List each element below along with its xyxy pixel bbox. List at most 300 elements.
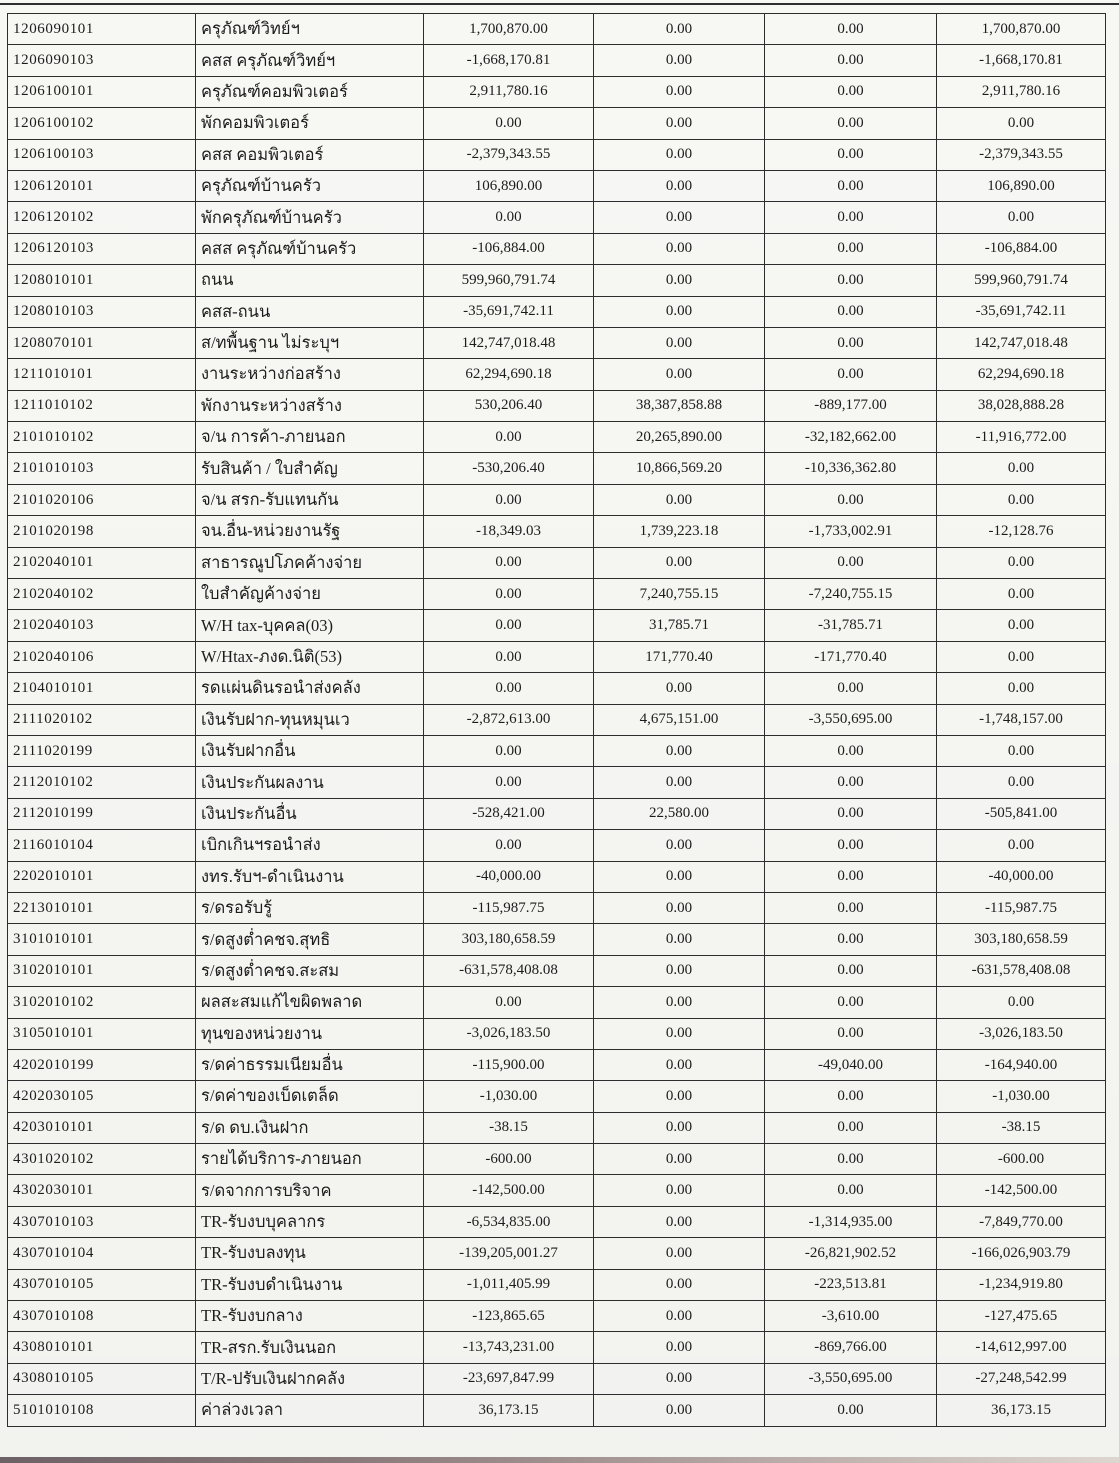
amount-cell-3: -3,550,695.00 <box>765 704 937 735</box>
account-code-cell: 1206100102 <box>8 108 196 139</box>
account-name-cell: ร/ดสูงต่ำคชจ.สุทธิ <box>196 924 424 955</box>
table-row <box>8 233 1106 264</box>
amount-cell-4: -7,849,770.00 <box>937 1206 1106 1237</box>
amount-cell-1: 142,747,018.48 <box>424 327 594 358</box>
table-row <box>8 767 1106 798</box>
account-code-cell: 1206090103 <box>8 45 196 76</box>
account-code-cell: 4203010101 <box>8 1112 196 1143</box>
amount-cell-4: 36,173.15 <box>937 1395 1106 1426</box>
account-name-cell: จ/น การค้า-ภายนอก <box>196 422 424 453</box>
account-balance-table <box>7 13 1106 1427</box>
account-code-cell: 1208070101 <box>8 327 196 358</box>
account-name-cell: จ/น สรก-รับแทนกัน <box>196 484 424 515</box>
account-code-cell: 2101020106 <box>8 484 196 515</box>
amount-cell-2: 0.00 <box>594 955 765 986</box>
amount-cell-3: 0.00 <box>765 170 937 201</box>
amount-cell-2: 0.00 <box>594 1112 765 1143</box>
amount-cell-3: 0.00 <box>765 798 937 829</box>
account-name-cell: รายได้บริการ-ภายนอก <box>196 1144 424 1175</box>
table-row <box>8 1049 1106 1080</box>
amount-cell-4: -166,026,903.79 <box>937 1238 1106 1269</box>
amount-cell-2: 0.00 <box>594 202 765 233</box>
account-name-cell: ค่าล่วงเวลา <box>196 1395 424 1426</box>
account-code-cell: 5101010108 <box>8 1395 196 1426</box>
account-code-cell: 4308010105 <box>8 1363 196 1394</box>
amount-cell-3: 0.00 <box>765 547 937 578</box>
amount-cell-3: 0.00 <box>765 861 937 892</box>
amount-cell-2: 0.00 <box>594 76 765 107</box>
amount-cell-4: -631,578,408.08 <box>937 955 1106 986</box>
account-name-cell: สาธารณูปโภคค้างจ่าย <box>196 547 424 578</box>
account-name-cell: เงินรับฝากอื่น <box>196 735 424 766</box>
amount-cell-2: 0.00 <box>594 170 765 201</box>
amount-cell-2: 7,240,755.15 <box>594 579 765 610</box>
amount-cell-2: 1,739,223.18 <box>594 516 765 547</box>
amount-cell-4: 1,700,870.00 <box>937 14 1106 45</box>
amount-cell-1: -123,865.65 <box>424 1301 594 1332</box>
amount-cell-4: 0.00 <box>937 484 1106 515</box>
amount-cell-2: 0.00 <box>594 265 765 296</box>
account-code-cell: 2101010102 <box>8 422 196 453</box>
amount-cell-1: -6,534,835.00 <box>424 1206 594 1237</box>
amount-cell-3: 0.00 <box>765 202 937 233</box>
amount-cell-3: 0.00 <box>765 673 937 704</box>
table-row <box>8 704 1106 735</box>
table-row <box>8 14 1106 45</box>
amount-cell-2: 0.00 <box>594 1144 765 1175</box>
account-code-cell: 2111020102 <box>8 704 196 735</box>
table-row <box>8 1363 1106 1394</box>
account-name-cell: ผลสะสมแก้ไขผิดพลาด <box>196 987 424 1018</box>
account-balance-table-body <box>8 14 1106 1427</box>
amount-cell-4: 0.00 <box>937 641 1106 672</box>
amount-cell-4: 62,294,690.18 <box>937 359 1106 390</box>
amount-cell-1: 0.00 <box>424 547 594 578</box>
account-code-cell: 1206120101 <box>8 170 196 201</box>
amount-cell-3: 0.00 <box>765 767 937 798</box>
account-code-cell: 2111020199 <box>8 735 196 766</box>
account-name-cell: พักงานระหว่างสร้าง <box>196 390 424 421</box>
amount-cell-1: -528,421.00 <box>424 798 594 829</box>
amount-cell-1: -115,900.00 <box>424 1049 594 1080</box>
amount-cell-3: 0.00 <box>765 1018 937 1049</box>
account-name-cell: คสส ครุภัณฑ์บ้านครัว <box>196 233 424 264</box>
amount-cell-2: 10,866,569.20 <box>594 453 765 484</box>
table-row <box>8 390 1106 421</box>
amount-cell-2: 0.00 <box>594 987 765 1018</box>
amount-cell-2: 0.00 <box>594 45 765 76</box>
page-divider-line <box>0 3 1119 5</box>
amount-cell-1: -3,026,183.50 <box>424 1018 594 1049</box>
account-name-cell: TR-รับงบกลาง <box>196 1301 424 1332</box>
amount-cell-1: -631,578,408.08 <box>424 955 594 986</box>
amount-cell-2: 0.00 <box>594 1206 765 1237</box>
table-row <box>8 798 1106 829</box>
table-row <box>8 76 1106 107</box>
account-code-cell: 2101010103 <box>8 453 196 484</box>
amount-cell-1: 0.00 <box>424 202 594 233</box>
amount-cell-3: 0.00 <box>765 1395 937 1426</box>
account-name-cell: คสส คอมพิวเตอร์ <box>196 139 424 170</box>
amount-cell-2: 0.00 <box>594 1363 765 1394</box>
table-row <box>8 327 1106 358</box>
amount-cell-1: 303,180,658.59 <box>424 924 594 955</box>
table-row <box>8 1081 1106 1112</box>
table-row <box>8 1175 1106 1206</box>
amount-cell-2: 0.00 <box>594 296 765 327</box>
amount-cell-1: 0.00 <box>424 735 594 766</box>
account-code-cell: 1206090101 <box>8 14 196 45</box>
amount-cell-2: 0.00 <box>594 108 765 139</box>
amount-cell-2: 0.00 <box>594 327 765 358</box>
scan-edge-artifact <box>0 1457 1119 1463</box>
amount-cell-3: 0.00 <box>765 1112 937 1143</box>
amount-cell-1: 0.00 <box>424 987 594 1018</box>
account-code-cell: 4202030105 <box>8 1081 196 1112</box>
amount-cell-3: 0.00 <box>765 359 937 390</box>
amount-cell-3: -1,733,002.91 <box>765 516 937 547</box>
amount-cell-3: 0.00 <box>765 1081 937 1112</box>
amount-cell-1: -23,697,847.99 <box>424 1363 594 1394</box>
amount-cell-1: -106,884.00 <box>424 233 594 264</box>
account-name-cell: พักครุภัณฑ์บ้านครัว <box>196 202 424 233</box>
amount-cell-1: 36,173.15 <box>424 1395 594 1426</box>
amount-cell-2: 38,387,858.88 <box>594 390 765 421</box>
account-name-cell: เงินประกันอื่น <box>196 798 424 829</box>
account-code-cell: 1206100103 <box>8 139 196 170</box>
account-name-cell: ครุภัณฑ์คอมพิวเตอร์ <box>196 76 424 107</box>
account-code-cell: 1206100101 <box>8 76 196 107</box>
amount-cell-3: 0.00 <box>765 233 937 264</box>
amount-cell-1: 0.00 <box>424 579 594 610</box>
amount-cell-4: 106,890.00 <box>937 170 1106 201</box>
account-name-cell: คสส ครุภัณฑ์วิทย์ฯ <box>196 45 424 76</box>
account-name-cell: ร/ด ดบ.เงินฝาก <box>196 1112 424 1143</box>
amount-cell-3: 0.00 <box>765 327 937 358</box>
table-row <box>8 1018 1106 1049</box>
amount-cell-2: 0.00 <box>594 1301 765 1332</box>
amount-cell-4: 142,747,018.48 <box>937 327 1106 358</box>
amount-cell-2: 0.00 <box>594 1238 765 1269</box>
account-name-cell: T/R-ปรับเงินฝากคลัง <box>196 1363 424 1394</box>
amount-cell-2: 0.00 <box>594 767 765 798</box>
amount-cell-4: -12,128.76 <box>937 516 1106 547</box>
account-code-cell: 3101010101 <box>8 924 196 955</box>
amount-cell-1: 62,294,690.18 <box>424 359 594 390</box>
amount-cell-1: 0.00 <box>424 641 594 672</box>
amount-cell-4: 2,911,780.16 <box>937 76 1106 107</box>
amount-cell-1: 599,960,791.74 <box>424 265 594 296</box>
amount-cell-2: 0.00 <box>594 830 765 861</box>
amount-cell-1: -40,000.00 <box>424 861 594 892</box>
amount-cell-2: 31,785.71 <box>594 610 765 641</box>
account-name-cell: ทุนของหน่วยงาน <box>196 1018 424 1049</box>
amount-cell-1: 0.00 <box>424 673 594 704</box>
amount-cell-1: -2,872,613.00 <box>424 704 594 735</box>
account-name-cell: ร/ดรอรับรู้ <box>196 892 424 923</box>
account-code-cell: 2102040103 <box>8 610 196 641</box>
amount-cell-3: -171,770.40 <box>765 641 937 672</box>
account-code-cell: 4301020102 <box>8 1144 196 1175</box>
amount-cell-3: -3,610.00 <box>765 1301 937 1332</box>
account-name-cell: ใบสำคัญค้างจ่าย <box>196 579 424 610</box>
table-row <box>8 1112 1106 1143</box>
amount-cell-1: -139,205,001.27 <box>424 1238 594 1269</box>
amount-cell-4: 0.00 <box>937 673 1106 704</box>
amount-cell-4: 0.00 <box>937 610 1106 641</box>
amount-cell-1: -1,011,405.99 <box>424 1269 594 1300</box>
amount-cell-3: -31,785.71 <box>765 610 937 641</box>
amount-cell-2: 0.00 <box>594 359 765 390</box>
table-row <box>8 579 1106 610</box>
amount-cell-3: 0.00 <box>765 139 937 170</box>
account-name-cell: W/Htax-ภงด.นิติ(53) <box>196 641 424 672</box>
amount-cell-3: -49,040.00 <box>765 1049 937 1080</box>
account-name-cell: ร/ดค่าธรรมเนียมอื่น <box>196 1049 424 1080</box>
amount-cell-3: -3,550,695.00 <box>765 1363 937 1394</box>
account-name-cell: คสส-ถนน <box>196 296 424 327</box>
table-row <box>8 924 1106 955</box>
account-code-cell: 4307010104 <box>8 1238 196 1269</box>
account-name-cell: ถนน <box>196 265 424 296</box>
table-row <box>8 735 1106 766</box>
amount-cell-2: 0.00 <box>594 1081 765 1112</box>
account-code-cell: 4302030101 <box>8 1175 196 1206</box>
amount-cell-4: -106,884.00 <box>937 233 1106 264</box>
table-row <box>8 265 1106 296</box>
account-name-cell: พักคอมพิวเตอร์ <box>196 108 424 139</box>
amount-cell-4: -115,987.75 <box>937 892 1106 923</box>
amount-cell-1: -1,030.00 <box>424 1081 594 1112</box>
amount-cell-4: 0.00 <box>937 830 1106 861</box>
amount-cell-1: 0.00 <box>424 108 594 139</box>
amount-cell-3: 0.00 <box>765 76 937 107</box>
amount-cell-1: 0.00 <box>424 830 594 861</box>
account-name-cell: W/H tax-บุคคล(03) <box>196 610 424 641</box>
amount-cell-4: -600.00 <box>937 1144 1106 1175</box>
account-code-cell: 1206120103 <box>8 233 196 264</box>
account-name-cell: รดแผ่นดินรอนำส่งคลัง <box>196 673 424 704</box>
amount-cell-4: -1,668,170.81 <box>937 45 1106 76</box>
amount-cell-2: 0.00 <box>594 1395 765 1426</box>
account-code-cell: 2116010104 <box>8 830 196 861</box>
amount-cell-4: -127,475.65 <box>937 1301 1106 1332</box>
table-row <box>8 1206 1106 1237</box>
account-code-cell: 1206120102 <box>8 202 196 233</box>
amount-cell-4: 0.00 <box>937 453 1106 484</box>
amount-cell-1: -600.00 <box>424 1144 594 1175</box>
amount-cell-4: 38,028,888.28 <box>937 390 1106 421</box>
amount-cell-4: -2,379,343.55 <box>937 139 1106 170</box>
amount-cell-3: 0.00 <box>765 892 937 923</box>
amount-cell-1: 106,890.00 <box>424 170 594 201</box>
amount-cell-4: 0.00 <box>937 987 1106 1018</box>
amount-cell-3: -32,182,662.00 <box>765 422 937 453</box>
account-code-cell: 4307010108 <box>8 1301 196 1332</box>
amount-cell-2: 0.00 <box>594 1269 765 1300</box>
account-code-cell: 1211010102 <box>8 390 196 421</box>
amount-cell-2: 0.00 <box>594 861 765 892</box>
account-name-cell: เงินประกันผลงาน <box>196 767 424 798</box>
account-name-cell: ส/ทพื้นฐาน ไม่ระบุฯ <box>196 327 424 358</box>
amount-cell-4: -11,916,772.00 <box>937 422 1106 453</box>
table-row <box>8 202 1106 233</box>
amount-cell-4: -505,841.00 <box>937 798 1106 829</box>
amount-cell-2: 0.00 <box>594 1175 765 1206</box>
amount-cell-2: 0.00 <box>594 139 765 170</box>
account-name-cell: รับสินค้า / ใบสำคัญ <box>196 453 424 484</box>
amount-cell-4: -38.15 <box>937 1112 1106 1143</box>
amount-cell-4: 599,960,791.74 <box>937 265 1106 296</box>
amount-cell-1: 0.00 <box>424 767 594 798</box>
amount-cell-3: 0.00 <box>765 14 937 45</box>
amount-cell-3: -1,314,935.00 <box>765 1206 937 1237</box>
amount-cell-4: 303,180,658.59 <box>937 924 1106 955</box>
amount-cell-2: 0.00 <box>594 1332 765 1363</box>
table-row <box>8 641 1106 672</box>
amount-cell-1: 0.00 <box>424 422 594 453</box>
amount-cell-3: 0.00 <box>765 484 937 515</box>
amount-cell-2: 171,770.40 <box>594 641 765 672</box>
amount-cell-4: -40,000.00 <box>937 861 1106 892</box>
amount-cell-3: -26,821,902.52 <box>765 1238 937 1269</box>
account-code-cell: 2202010101 <box>8 861 196 892</box>
account-name-cell: ครุภัณฑ์บ้านครัว <box>196 170 424 201</box>
account-code-cell: 2102040106 <box>8 641 196 672</box>
table-row <box>8 1238 1106 1269</box>
table-row <box>8 359 1106 390</box>
amount-cell-2: 4,675,151.00 <box>594 704 765 735</box>
amount-cell-1: 1,700,870.00 <box>424 14 594 45</box>
amount-cell-4: 0.00 <box>937 202 1106 233</box>
account-code-cell: 1208010103 <box>8 296 196 327</box>
amount-cell-2: 0.00 <box>594 673 765 704</box>
account-code-cell: 2112010102 <box>8 767 196 798</box>
table-row <box>8 516 1106 547</box>
table-row <box>8 987 1106 1018</box>
account-code-cell: 2102040102 <box>8 579 196 610</box>
amount-cell-3: -869,766.00 <box>765 1332 937 1363</box>
amount-cell-1: -18,349.03 <box>424 516 594 547</box>
amount-cell-1: -530,206.40 <box>424 453 594 484</box>
account-name-cell: TR-รับงบลงทุน <box>196 1238 424 1269</box>
amount-cell-3: 0.00 <box>765 987 937 1018</box>
account-code-cell: 2101020198 <box>8 516 196 547</box>
amount-cell-4: 0.00 <box>937 108 1106 139</box>
account-code-cell: 3102010101 <box>8 955 196 986</box>
amount-cell-2: 0.00 <box>594 924 765 955</box>
table-row <box>8 1269 1106 1300</box>
amount-cell-1: -35,691,742.11 <box>424 296 594 327</box>
account-name-cell: ร/ดจากการบริจาค <box>196 1175 424 1206</box>
amount-cell-4: -3,026,183.50 <box>937 1018 1106 1049</box>
amount-cell-2: 0.00 <box>594 1018 765 1049</box>
table-row <box>8 547 1106 578</box>
amount-cell-4: -1,234,919.80 <box>937 1269 1106 1300</box>
account-code-cell: 3102010102 <box>8 987 196 1018</box>
table-row <box>8 610 1106 641</box>
account-name-cell: ครุภัณฑ์วิทย์ฯ <box>196 14 424 45</box>
account-code-cell: 4202010199 <box>8 1049 196 1080</box>
table-row <box>8 1144 1106 1175</box>
account-code-cell: 2104010101 <box>8 673 196 704</box>
account-name-cell: งทร.รับฯ-ดำเนินงาน <box>196 861 424 892</box>
account-name-cell: เงินรับฝาก-ทุนหมุนเว <box>196 704 424 735</box>
amount-cell-3: 0.00 <box>765 955 937 986</box>
table-row <box>8 170 1106 201</box>
amount-cell-1: -2,379,343.55 <box>424 139 594 170</box>
account-code-cell: 4307010103 <box>8 1206 196 1237</box>
amount-cell-2: 20,265,890.00 <box>594 422 765 453</box>
amount-cell-1: 0.00 <box>424 484 594 515</box>
amount-cell-3: 0.00 <box>765 735 937 766</box>
amount-cell-3: 0.00 <box>765 108 937 139</box>
amount-cell-3: 0.00 <box>765 1175 937 1206</box>
table-row <box>8 955 1106 986</box>
amount-cell-4: -142,500.00 <box>937 1175 1106 1206</box>
amount-cell-2: 0.00 <box>594 892 765 923</box>
amount-cell-3: 0.00 <box>765 265 937 296</box>
amount-cell-3: -7,240,755.15 <box>765 579 937 610</box>
amount-cell-4: -35,691,742.11 <box>937 296 1106 327</box>
account-name-cell: ร/ดค่าของเบ็ดเตล็ด <box>196 1081 424 1112</box>
table-row <box>8 1332 1106 1363</box>
account-code-cell: 2112010199 <box>8 798 196 829</box>
table-row <box>8 422 1106 453</box>
amount-cell-1: -1,668,170.81 <box>424 45 594 76</box>
account-name-cell: TR-รับงบดำเนินงาน <box>196 1269 424 1300</box>
amount-cell-4: -1,030.00 <box>937 1081 1106 1112</box>
account-name-cell: งานระหว่างก่อสร้าง <box>196 359 424 390</box>
amount-cell-2: 0.00 <box>594 14 765 45</box>
amount-cell-3: -223,513.81 <box>765 1269 937 1300</box>
account-name-cell: จน.อื่น-หน่วยงานรัฐ <box>196 516 424 547</box>
account-name-cell: TR-สรก.รับเงินนอก <box>196 1332 424 1363</box>
amount-cell-3: 0.00 <box>765 830 937 861</box>
amount-cell-2: 0.00 <box>594 735 765 766</box>
table-row <box>8 484 1106 515</box>
account-code-cell: 2102040101 <box>8 547 196 578</box>
amount-cell-1: 2,911,780.16 <box>424 76 594 107</box>
table-row <box>8 139 1106 170</box>
amount-cell-2: 22,580.00 <box>594 798 765 829</box>
account-code-cell: 3105010101 <box>8 1018 196 1049</box>
table-row <box>8 45 1106 76</box>
amount-cell-1: -13,743,231.00 <box>424 1332 594 1363</box>
account-code-cell: 4308010101 <box>8 1332 196 1363</box>
account-name-cell: ร/ดสูงต่ำคชจ.สะสม <box>196 955 424 986</box>
amount-cell-3: -10,336,362.80 <box>765 453 937 484</box>
amount-cell-4: -164,940.00 <box>937 1049 1106 1080</box>
table-row <box>8 108 1106 139</box>
table-row <box>8 673 1106 704</box>
table-row <box>8 892 1106 923</box>
amount-cell-1: 530,206.40 <box>424 390 594 421</box>
amount-cell-2: 0.00 <box>594 547 765 578</box>
amount-cell-3: 0.00 <box>765 924 937 955</box>
table-row <box>8 830 1106 861</box>
account-name-cell: เบิกเกินฯรอนำส่ง <box>196 830 424 861</box>
account-code-cell: 1211010101 <box>8 359 196 390</box>
amount-cell-1: -38.15 <box>424 1112 594 1143</box>
amount-cell-3: 0.00 <box>765 1144 937 1175</box>
amount-cell-3: 0.00 <box>765 45 937 76</box>
amount-cell-4: 0.00 <box>937 547 1106 578</box>
amount-cell-2: 0.00 <box>594 233 765 264</box>
amount-cell-4: 0.00 <box>937 735 1106 766</box>
table-row <box>8 861 1106 892</box>
table-row <box>8 296 1106 327</box>
